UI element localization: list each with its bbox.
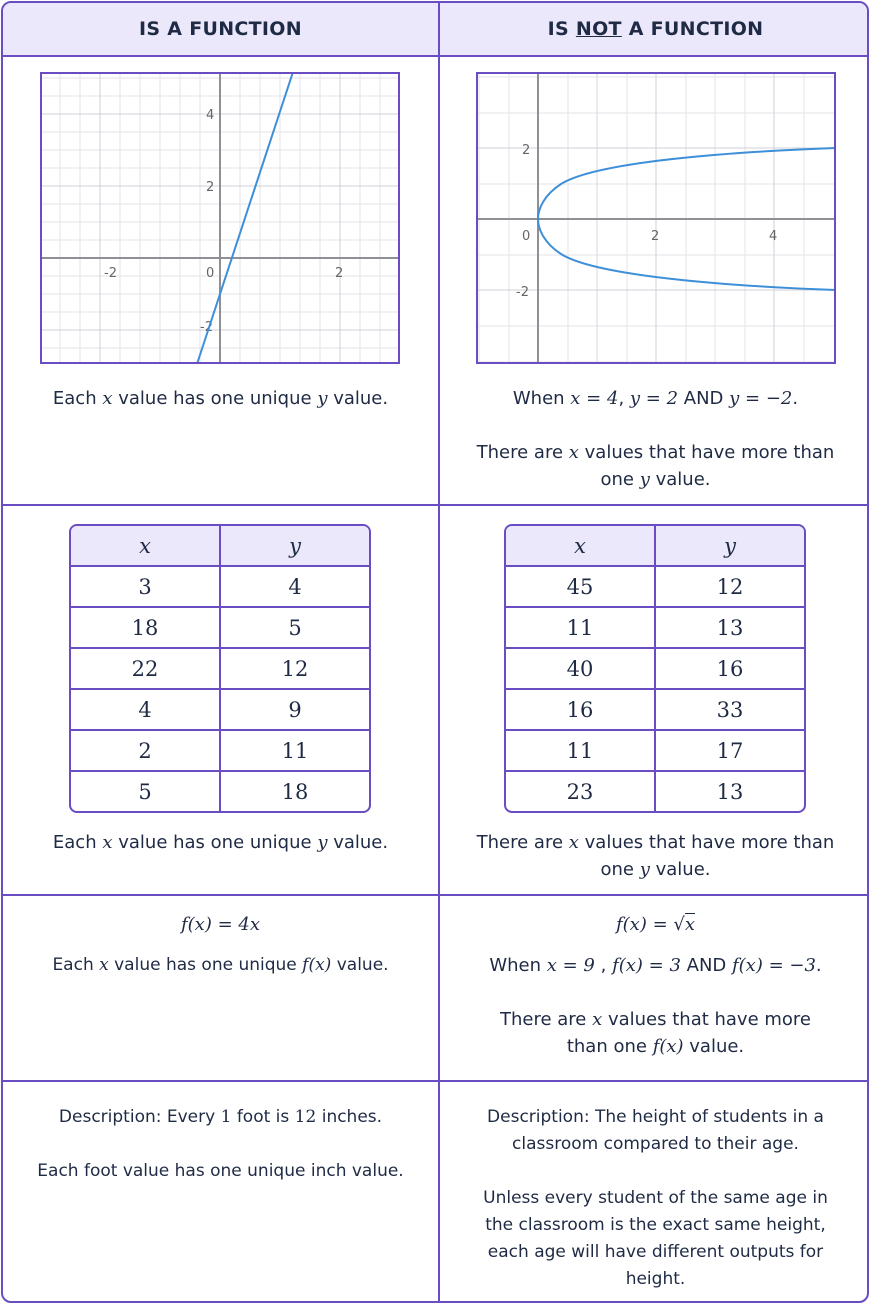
table-row: 11 17 [506, 731, 804, 772]
non-function-table [504, 524, 806, 813]
table-row: 5 18 [71, 772, 369, 811]
row1-right-text [440, 385, 869, 493]
tick-label: 2 [651, 229, 660, 244]
table-row: 11 13 [506, 608, 804, 649]
tick-label: -2 [200, 320, 213, 335]
formula-sqrt: f(x) = √x [615, 914, 696, 935]
row1-right-line3: one y value. [600, 469, 711, 490]
row2-left-text: Each x value has one unique y value. [52, 832, 389, 853]
row-divider [3, 1080, 869, 1082]
tick-label: 2 [335, 266, 344, 281]
table-header-x: x [71, 526, 221, 567]
sideways-parabola-graph [476, 72, 836, 364]
formula-linear: f(x) = 4x [181, 914, 260, 935]
tick-label: -2 [104, 266, 117, 281]
tick-label: 2 [522, 143, 531, 158]
table-row: 22 12 [71, 649, 369, 690]
table-header-x: x [506, 526, 656, 567]
tick-label: 4 [769, 229, 778, 244]
header-right-pre: IS [547, 18, 576, 40]
header-is-function [3, 3, 438, 55]
tick-label: -2 [516, 285, 529, 300]
table-row: 45 12 [506, 567, 804, 608]
row3-left-text: f(x) = 4x Each x value has one unique f(x) value. [3, 911, 438, 979]
tick-label: 4 [206, 108, 215, 123]
table-header-y: y [221, 526, 369, 567]
row1-left-text: Each x value has one unique y value. [52, 388, 389, 409]
table-header-y: y [656, 526, 804, 567]
row-divider [3, 504, 869, 506]
table-row: 40 16 [506, 649, 804, 690]
linear-function-graph [40, 72, 400, 364]
table-row: 2 11 [71, 731, 369, 772]
tick-label: 0 [206, 266, 215, 281]
tick-label: 0 [522, 229, 531, 244]
row3-right-text: f(x) = √x When x = 9 , f(x) = 3 AND f(x) = −3. There are x values that have more than one f(x) value. [440, 911, 869, 1060]
function-table [69, 524, 371, 813]
header-right-post: A FUNCTION [621, 18, 764, 40]
tick-label: 2 [206, 180, 215, 195]
table-row: 18 5 [71, 608, 369, 649]
row1-right-line2: There are x values that have more than [476, 442, 835, 463]
row4-left-text: Description: Every 1 foot is 12 inches. Each foot value has one unique inch value. [37, 1107, 404, 1181]
row-divider [3, 55, 869, 57]
row1-right-line1: When x = 4, y = 2 AND y = −2. [512, 388, 799, 409]
header-is-not-function [440, 3, 869, 55]
table-row: 4 9 [71, 690, 369, 731]
header-right-not: NOT [575, 18, 622, 40]
table-row: 3 4 [71, 567, 369, 608]
table-row: 16 33 [506, 690, 804, 731]
table-row: 23 13 [506, 772, 804, 811]
row4-right-text: Description: The height of students in a classroom compared to their age. Unless every student of the same age in the classroom is the exact same height, each age will have different outputs for height. [483, 1107, 828, 1289]
function-comparison-table [1, 1, 869, 1303]
row-divider [3, 894, 869, 896]
header-left-text: IS A FUNCTION [139, 18, 302, 40]
row2-right-text: There are x values that have more than one y value. [476, 832, 835, 880]
